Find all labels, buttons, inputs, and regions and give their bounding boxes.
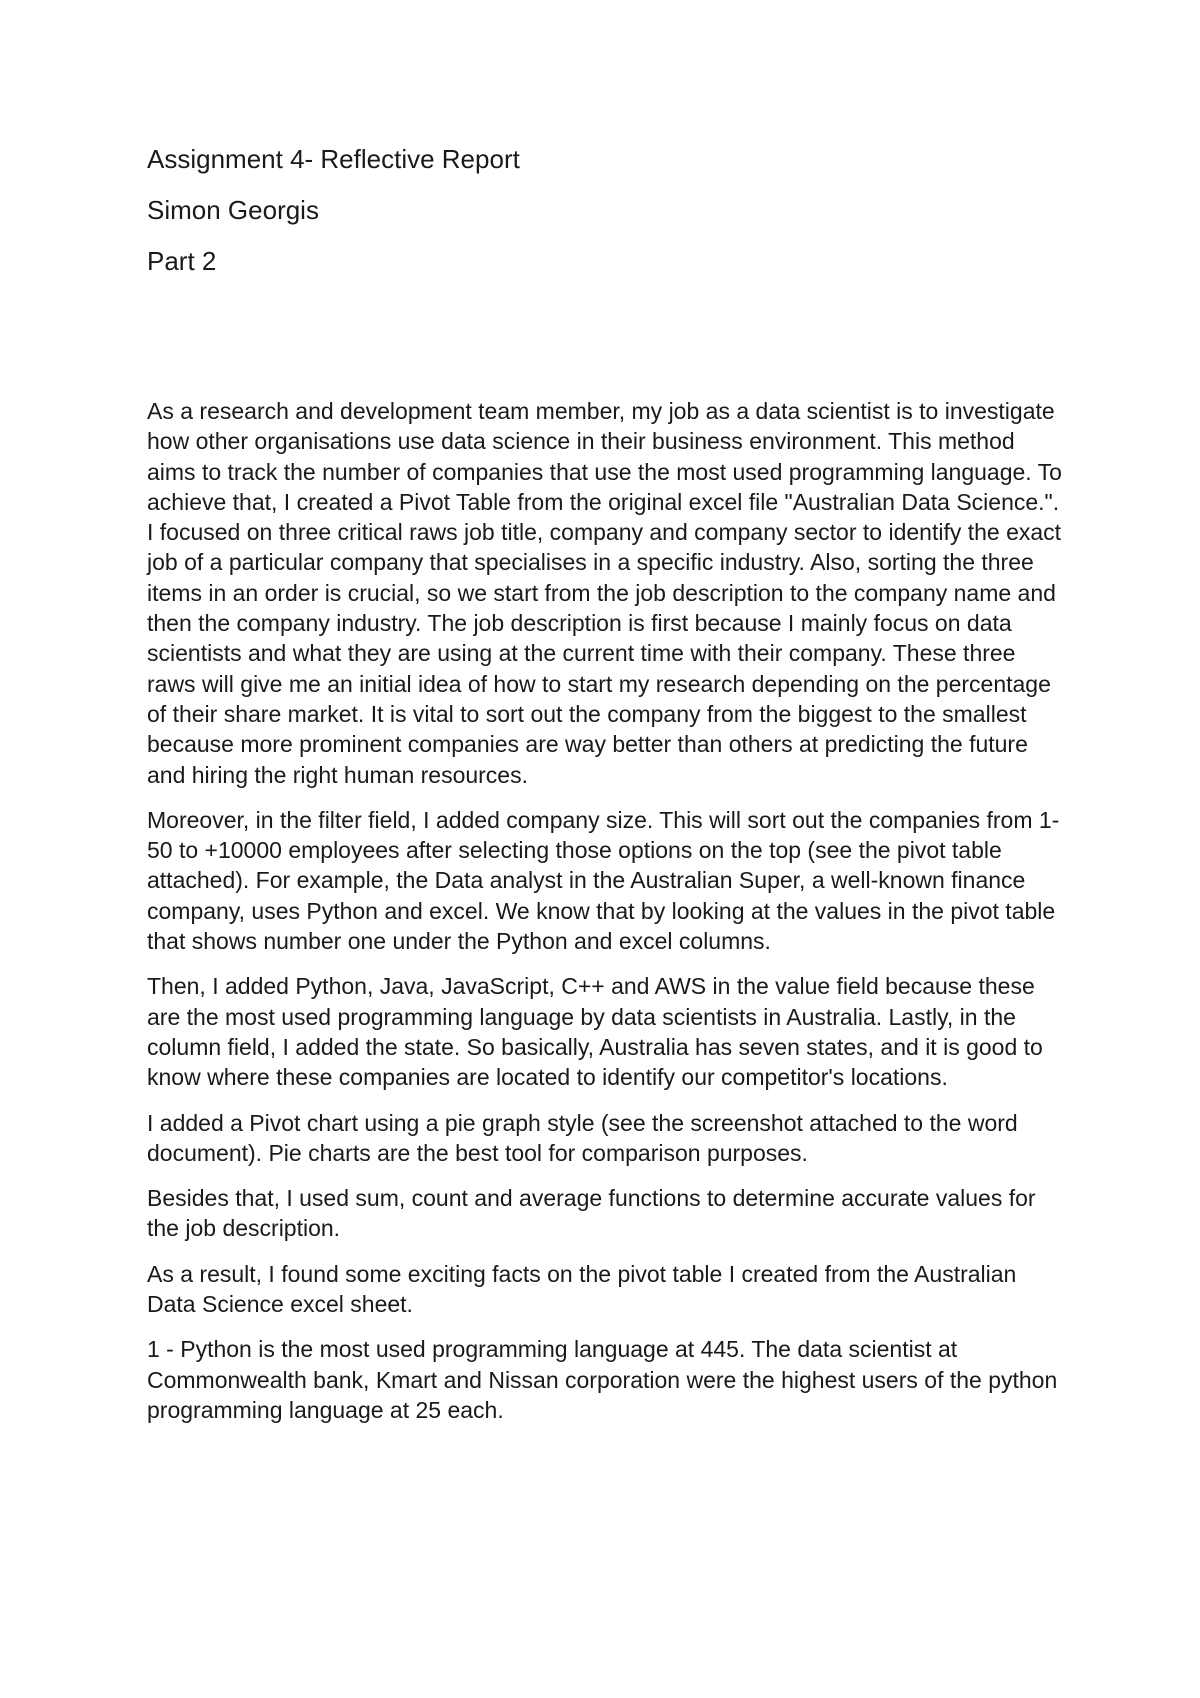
part-label: Part 2: [147, 246, 217, 276]
document-body: [147, 396, 1067, 1440]
paragraph-finding-1: 1 - Python is the most used programming language at 445. The data scientist at Commonwealth bank, Kmart and Nissan corporation were the highest users of the python programming language at 25 each.: [147, 1336, 1058, 1423]
paragraph-functions: Besides that, I used sum, count and average functions to determine accurate values for the job description.: [147, 1185, 1036, 1242]
paragraph-filter-field: Moreover, in the filter field, I added company size. This will sort out the companies from 1-50 to +10000 employees after selecting those options on the top (see the pivot table attached). For example, the Data analyst in the Australian Super, a well-known finance company, uses Python and excel. We know that by looking at the values in the pivot table that shows number one under the Python and excel columns.: [147, 806, 1060, 955]
paragraph-pivot-chart: I added a Pivot chart using a pie graph style (see the screenshot attached to the word document). Pie charts are the best tool for comparison purposes.: [147, 1109, 1018, 1166]
author-name: Simon Georgis: [147, 195, 319, 225]
paragraph-value-field: Then, I added Python, Java, JavaScript, C++ and AWS in the value field because these are the most used programming language by data scientists in Australia. Lastly, in the column field, I added the state. So basically, Australia has seven states, and it is good to know where these companies are located to identify our competitor's locations.: [147, 973, 1043, 1091]
document-header: [147, 142, 1047, 295]
paragraph-intro: As a research and development team member, my job as a data scientist is to investigate how other organisations use data science in their business environment. This method aims to track the number of companies that use the most used programming language. To achieve that, I created a Pivot Table from the original excel file "Australian Data Science.". I focused on three critical raws job title, company and company sector to identify the exact job of a particular company that specialises in a specific industry. Also, sorting the three items in an order is crucial, so we start from the job description to the company name and then the company industry. The job description is first because I mainly focus on data scientists and what they are using at the current time with their company. These three raws will give me an initial idea of how to start my research depending on the percentage of their share market. It is vital to sort out the company from the biggest to the smallest because more prominent companies are way better than others at predicting the future and hiring the right human resources.: [147, 398, 1062, 788]
paragraph-result: As a result, I found some exciting facts on the pivot table I created from the Australian Data Science excel sheet.: [147, 1260, 1017, 1318]
document-title: Assignment 4- Reflective Report: [147, 144, 520, 174]
